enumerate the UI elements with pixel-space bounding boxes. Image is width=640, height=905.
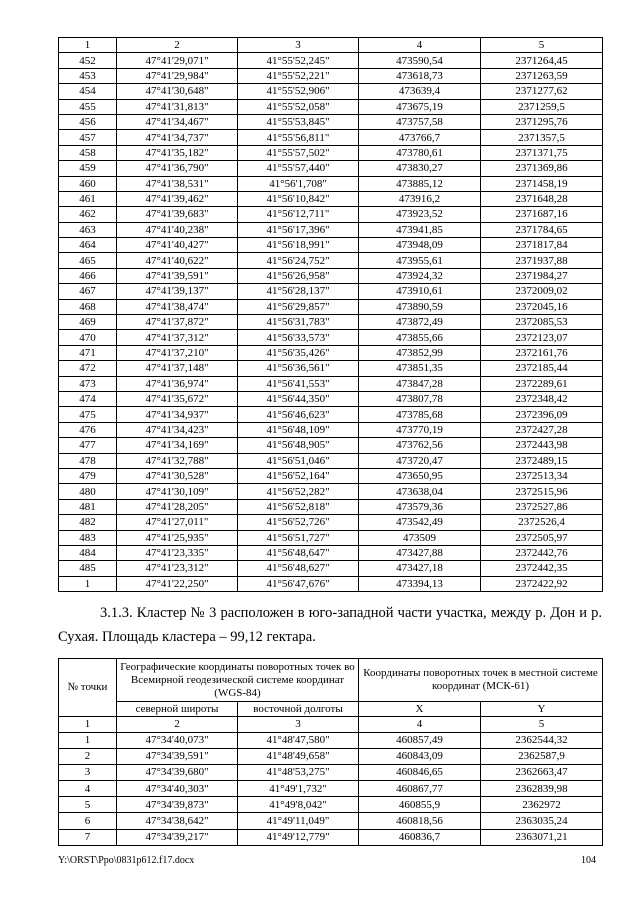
table-cell: 2372442,35 — [481, 561, 603, 576]
table-subheader-row — [59, 702, 603, 717]
table-cell: 47°41'40,622" — [117, 253, 238, 268]
table-cell: 460857,49 — [359, 732, 481, 748]
table-cell: 473807,78 — [359, 391, 481, 406]
table-cell: 41°56'12,711" — [238, 207, 359, 222]
table-cell: 473855,66 — [359, 330, 481, 345]
table-cell: 473851,35 — [359, 361, 481, 376]
table-cell: 47°41'34,467" — [117, 114, 238, 129]
table-cell: 472 — [59, 361, 117, 376]
table-cell: 47°41'29,984" — [117, 68, 238, 83]
x-header: X — [359, 702, 481, 717]
table-cell: 41°56'51,046" — [238, 453, 359, 468]
table-cell: 460855,9 — [359, 797, 481, 813]
table-cell: 41°55'52,058" — [238, 99, 359, 114]
table-cell: 473 — [59, 376, 117, 391]
table-cell: 475 — [59, 407, 117, 422]
table-cell: 41°55'52,221" — [238, 68, 359, 83]
table-cell: 460 — [59, 176, 117, 191]
table-row — [59, 161, 603, 176]
table-cell: 2372442,76 — [481, 545, 603, 560]
table-cell: 483 — [59, 530, 117, 545]
table-cell: 461 — [59, 191, 117, 206]
table-cell: 473770,19 — [359, 422, 481, 437]
header-cell: 4 — [359, 38, 481, 53]
table-row — [59, 484, 603, 499]
table-cell: 41°56'1,708" — [238, 176, 359, 191]
table-cell: 452 — [59, 53, 117, 68]
table-cell: 473923,52 — [359, 207, 481, 222]
table-cell: 47°41'23,312" — [117, 561, 238, 576]
column-number: 3 — [238, 717, 359, 733]
header-cell: 5 — [481, 38, 603, 53]
paragraph-text: 3.1.3. Кластер № 3 расположен в юго-западной части участка, между р. Дон и р. Сухая. Площадь кластера – 99,12 гектара. — [58, 605, 602, 645]
table-cell: 473542,49 — [359, 515, 481, 530]
table-cell: 41°56'41,553" — [238, 376, 359, 391]
table-cell: 473509 — [359, 530, 481, 545]
table-cell: 41°56'51,727" — [238, 530, 359, 545]
table-row — [59, 68, 603, 83]
table-cell: 462 — [59, 207, 117, 222]
table-cell: 2371984,27 — [481, 268, 603, 283]
table-cell: 455 — [59, 99, 117, 114]
table-cell: 480 — [59, 484, 117, 499]
table-row — [59, 453, 603, 468]
table-row — [59, 207, 603, 222]
table-cell: 47°41'37,872" — [117, 315, 238, 330]
table-row — [59, 829, 603, 845]
table-header-row — [59, 659, 603, 702]
table-cell: 4 — [59, 781, 117, 797]
table-cell: 2371458,19 — [481, 176, 603, 191]
table-cell: 47°41'39,591" — [117, 268, 238, 283]
table-row — [59, 315, 603, 330]
table-cell: 41°56'24,752" — [238, 253, 359, 268]
table-cell: 41°56'46,623" — [238, 407, 359, 422]
table-row — [59, 468, 603, 483]
table-cell: 47°41'23,335" — [117, 545, 238, 560]
table-cell: 474 — [59, 391, 117, 406]
table-cell: 457 — [59, 130, 117, 145]
table-cell: 473590,54 — [359, 53, 481, 68]
table-cell: 456 — [59, 114, 117, 129]
table-cell: 41°56'52,282" — [238, 484, 359, 499]
cluster-description-paragraph — [58, 601, 602, 649]
table-row — [59, 515, 603, 530]
table-cell: 473910,61 — [359, 284, 481, 299]
table-row — [59, 114, 603, 129]
table-cell: 47°34'40,303" — [117, 781, 238, 797]
table-cell: 41°56'48,109" — [238, 422, 359, 437]
header-cell: 3 — [238, 38, 359, 53]
table-cell: 471 — [59, 345, 117, 360]
table-cell: 473427,88 — [359, 545, 481, 560]
table-cell: 476 — [59, 422, 117, 437]
table-cell: 41°56'26,958" — [238, 268, 359, 283]
table-cell: 47°34'39,217" — [117, 829, 238, 845]
table-cell: 47°41'40,238" — [117, 222, 238, 237]
table-row — [59, 84, 603, 99]
table-row — [59, 145, 603, 160]
table-cell: 473720,47 — [359, 453, 481, 468]
table-cell: 2371817,84 — [481, 238, 603, 253]
table-cell: 473757,58 — [359, 114, 481, 129]
table-cell: 473830,27 — [359, 161, 481, 176]
table-cell: 2372289,61 — [481, 376, 603, 391]
table-cell: 473650,95 — [359, 468, 481, 483]
point-number-header: № точки — [59, 659, 117, 717]
table-cell: 7 — [59, 829, 117, 845]
table-cell: 47°41'30,528" — [117, 468, 238, 483]
table-cell: 2371295,76 — [481, 114, 603, 129]
table-cell: 2362544,32 — [481, 732, 603, 748]
table-cell: 41°56'10,842" — [238, 191, 359, 206]
table-cell: 47°41'34,737" — [117, 130, 238, 145]
table-cell: 485 — [59, 561, 117, 576]
table-cell: 41°56'48,647" — [238, 545, 359, 560]
table-cell: 2371277,62 — [481, 84, 603, 99]
file-path: Y:\ORST\Ppo\0831p612.f17.docx — [58, 855, 195, 866]
table-cell: 41°56'48,905" — [238, 438, 359, 453]
table-cell: 47°41'27,011" — [117, 515, 238, 530]
table-row — [59, 130, 603, 145]
table-cell: 458 — [59, 145, 117, 160]
table-cell: 484 — [59, 545, 117, 560]
y-header: Y — [481, 702, 603, 717]
table-row — [59, 53, 603, 68]
table-cell: 41°56'18,991" — [238, 238, 359, 253]
header-cell: 2 — [117, 38, 238, 53]
table-cell: 473924,32 — [359, 268, 481, 283]
table-cell: 47°41'34,937" — [117, 407, 238, 422]
table-cell: 2372489,15 — [481, 453, 603, 468]
table-cell: 2362663,47 — [481, 764, 603, 780]
table-cell: 2372045,16 — [481, 299, 603, 314]
table-cell: 41°49'11,049" — [238, 813, 359, 829]
table-cell: 1 — [59, 732, 117, 748]
table-cell: 2371357,5 — [481, 130, 603, 145]
table-cell: 41°56'47,676" — [238, 576, 359, 591]
table-cell: 47°41'31,813" — [117, 99, 238, 114]
table-cell: 2371648,28 — [481, 191, 603, 206]
table-cell: 2371264,45 — [481, 53, 603, 68]
table-row — [59, 391, 603, 406]
table-cell: 473394,13 — [359, 576, 481, 591]
table-cell: 47°41'34,169" — [117, 438, 238, 453]
table-body — [59, 53, 603, 592]
coordinates-table-continued — [58, 37, 603, 592]
table-cell: 41°48'53,275" — [238, 764, 359, 780]
column-number: 1 — [59, 717, 117, 733]
table-cell: 41°55'57,440" — [238, 161, 359, 176]
table-cell: 473579,36 — [359, 499, 481, 514]
table-cell: 2372009,02 — [481, 284, 603, 299]
table-cell: 482 — [59, 515, 117, 530]
table-cell: 1 — [59, 576, 117, 591]
table-cell: 2371263,59 — [481, 68, 603, 83]
table-cell: 41°49'1,732" — [238, 781, 359, 797]
table-cell: 6 — [59, 813, 117, 829]
table-cell: 47°41'29,071" — [117, 53, 238, 68]
table-cell: 47°34'39,873" — [117, 797, 238, 813]
table-row — [59, 407, 603, 422]
table-row — [59, 330, 603, 345]
table-cell: 460818,56 — [359, 813, 481, 829]
table-cell: 2372443,98 — [481, 438, 603, 453]
table-cell: 468 — [59, 299, 117, 314]
column-number-row — [59, 717, 603, 733]
table-row — [59, 764, 603, 780]
table-cell: 41°49'8,042" — [238, 797, 359, 813]
table-row — [59, 781, 603, 797]
table-body — [59, 659, 603, 846]
table-cell: 2371259,5 — [481, 99, 603, 114]
table-cell: 473639,4 — [359, 84, 481, 99]
table-cell: 466 — [59, 268, 117, 283]
table-cell: 2372161,76 — [481, 345, 603, 360]
table-cell: 473638,04 — [359, 484, 481, 499]
table-cell: 477 — [59, 438, 117, 453]
table-cell: 47°41'34,423" — [117, 422, 238, 437]
table-row — [59, 238, 603, 253]
table-cell: 460836,7 — [359, 829, 481, 845]
table-cell: 473847,28 — [359, 376, 481, 391]
table-cell: 453 — [59, 68, 117, 83]
table-cell: 473885,12 — [359, 176, 481, 191]
table-row — [59, 422, 603, 437]
table-cell: 2372427,28 — [481, 422, 603, 437]
local-coordinates-header: Координаты поворотных точек в местной системе координат (МСК-61) — [359, 659, 603, 702]
table-cell: 41°56'52,818" — [238, 499, 359, 514]
table-row — [59, 253, 603, 268]
table-cell: 473872,49 — [359, 315, 481, 330]
table-cell: 47°41'37,210" — [117, 345, 238, 360]
table-cell: 454 — [59, 84, 117, 99]
table-cell: 479 — [59, 468, 117, 483]
table-cell: 41°56'29,857" — [238, 299, 359, 314]
table-cell: 47°41'30,109" — [117, 484, 238, 499]
table-cell: 47°41'22,250" — [117, 576, 238, 591]
geo-coordinates-header: Географические координаты поворотных точек во Всемирной геодезической системе координат (WGS-84) — [117, 659, 359, 702]
table-cell: 2372513,34 — [481, 468, 603, 483]
table-row — [59, 345, 603, 360]
table-row — [59, 438, 603, 453]
table-cell: 473780,61 — [359, 145, 481, 160]
table-cell: 473852,99 — [359, 345, 481, 360]
latitude-header: северной широты — [117, 702, 238, 717]
table-cell: 41°55'53,845" — [238, 114, 359, 129]
table-row — [59, 748, 603, 764]
table-cell: 2371687,16 — [481, 207, 603, 222]
table-cell: 2372526,4 — [481, 515, 603, 530]
table-cell: 41°56'31,783" — [238, 315, 359, 330]
table-header-row — [59, 38, 603, 53]
table-cell: 41°56'35,426" — [238, 345, 359, 360]
table-row — [59, 222, 603, 237]
table-cell: 473762,56 — [359, 438, 481, 453]
table-cell: 473955,61 — [359, 253, 481, 268]
table-cell: 47°41'25,935" — [117, 530, 238, 545]
table-cell: 464 — [59, 238, 117, 253]
table-cell: 2372123,07 — [481, 330, 603, 345]
table-cell: 47°41'39,137" — [117, 284, 238, 299]
column-number: 5 — [481, 717, 603, 733]
table-cell: 2372515,96 — [481, 484, 603, 499]
table-cell: 47°41'39,462" — [117, 191, 238, 206]
table-cell: 463 — [59, 222, 117, 237]
table-cell: 41°56'52,164" — [238, 468, 359, 483]
table-cell: 47°41'37,148" — [117, 361, 238, 376]
table-cell: 47°34'38,642" — [117, 813, 238, 829]
table-row — [59, 284, 603, 299]
table-cell: 5 — [59, 797, 117, 813]
table-cell: 2362839,98 — [481, 781, 603, 797]
table-cell: 2372185,44 — [481, 361, 603, 376]
table-cell: 47°34'39,680" — [117, 764, 238, 780]
table-cell: 2 — [59, 748, 117, 764]
table-cell: 47°34'40,073" — [117, 732, 238, 748]
table-cell: 41°55'52,245" — [238, 53, 359, 68]
table-cell: 473916,2 — [359, 191, 481, 206]
table-cell: 465 — [59, 253, 117, 268]
header-cell: 1 — [59, 38, 117, 53]
table-row — [59, 732, 603, 748]
table-cell: 3 — [59, 764, 117, 780]
table-cell: 2372348,42 — [481, 391, 603, 406]
table-row — [59, 176, 603, 191]
table-cell: 41°56'33,573" — [238, 330, 359, 345]
table-cell: 473675,19 — [359, 99, 481, 114]
table-cell: 473618,73 — [359, 68, 481, 83]
table-cell: 2363071,21 — [481, 829, 603, 845]
longitude-header: восточной долготы — [238, 702, 359, 717]
table-cell: 470 — [59, 330, 117, 345]
table-cell: 2371371,75 — [481, 145, 603, 160]
table-cell: 473941,85 — [359, 222, 481, 237]
table-row — [59, 361, 603, 376]
table-row — [59, 299, 603, 314]
table-cell: 467 — [59, 284, 117, 299]
table-cell: 41°56'44,350" — [238, 391, 359, 406]
table-row — [59, 561, 603, 576]
table-cell: 47°41'40,427" — [117, 238, 238, 253]
table-cell: 473890,59 — [359, 299, 481, 314]
table-cell: 478 — [59, 453, 117, 468]
table-cell: 41°56'17,396" — [238, 222, 359, 237]
table-cell: 2362587,9 — [481, 748, 603, 764]
table-cell: 2362972 — [481, 797, 603, 813]
table-cell: 460867,77 — [359, 781, 481, 797]
table-row — [59, 530, 603, 545]
table-cell: 2372396,09 — [481, 407, 603, 422]
table-cell: 47°41'36,974" — [117, 376, 238, 391]
table-cell: 47°41'30,648" — [117, 84, 238, 99]
table-cell: 41°49'12,779" — [238, 829, 359, 845]
table-cell: 2371784,65 — [481, 222, 603, 237]
table-cell: 2363035,24 — [481, 813, 603, 829]
table-cell: 460846,65 — [359, 764, 481, 780]
table-row — [59, 268, 603, 283]
table-row — [59, 499, 603, 514]
table-cell: 460843,09 — [359, 748, 481, 764]
table-cell: 2372085,53 — [481, 315, 603, 330]
column-number: 2 — [117, 717, 238, 733]
table-cell: 47°41'37,312" — [117, 330, 238, 345]
table-cell: 47°34'39,591" — [117, 748, 238, 764]
table-cell: 481 — [59, 499, 117, 514]
table-cell: 41°48'49,658" — [238, 748, 359, 764]
table-cell: 41°56'36,561" — [238, 361, 359, 376]
table-cell: 41°56'28,137" — [238, 284, 359, 299]
table-row — [59, 99, 603, 114]
table-cell: 473766,7 — [359, 130, 481, 145]
table-cell: 47°41'39,683" — [117, 207, 238, 222]
table-cell: 47°41'38,474" — [117, 299, 238, 314]
page-number: 104 — [581, 855, 596, 866]
table-cell: 41°56'52,726" — [238, 515, 359, 530]
table-cell: 41°55'57,502" — [238, 145, 359, 160]
table-cell: 47°41'35,182" — [117, 145, 238, 160]
table-cell: 2372527,86 — [481, 499, 603, 514]
table-cell: 2371369,86 — [481, 161, 603, 176]
table-cell: 47°41'35,672" — [117, 391, 238, 406]
table-row — [59, 545, 603, 560]
table-row — [59, 576, 603, 591]
cluster-3-coordinates-table — [58, 658, 603, 846]
table-cell: 2372505,97 — [481, 530, 603, 545]
table-cell: 473948,09 — [359, 238, 481, 253]
table-row — [59, 191, 603, 206]
table-cell: 469 — [59, 315, 117, 330]
table-cell: 2372422,92 — [481, 576, 603, 591]
table-cell: 47°41'36,790" — [117, 161, 238, 176]
table-cell: 473785,68 — [359, 407, 481, 422]
table-row — [59, 813, 603, 829]
table-row — [59, 797, 603, 813]
table-cell: 459 — [59, 161, 117, 176]
table-cell: 41°48'47,580" — [238, 732, 359, 748]
column-number: 4 — [359, 717, 481, 733]
table-cell: 41°56'48,627" — [238, 561, 359, 576]
table-cell: 41°55'56,811" — [238, 130, 359, 145]
table-cell: 47°41'32,788" — [117, 453, 238, 468]
table-cell: 41°55'52,906" — [238, 84, 359, 99]
table-cell: 47°41'28,205" — [117, 499, 238, 514]
table-cell: 2371937,88 — [481, 253, 603, 268]
table-row — [59, 376, 603, 391]
table-cell: 47°41'38,531" — [117, 176, 238, 191]
table-cell: 473427,18 — [359, 561, 481, 576]
